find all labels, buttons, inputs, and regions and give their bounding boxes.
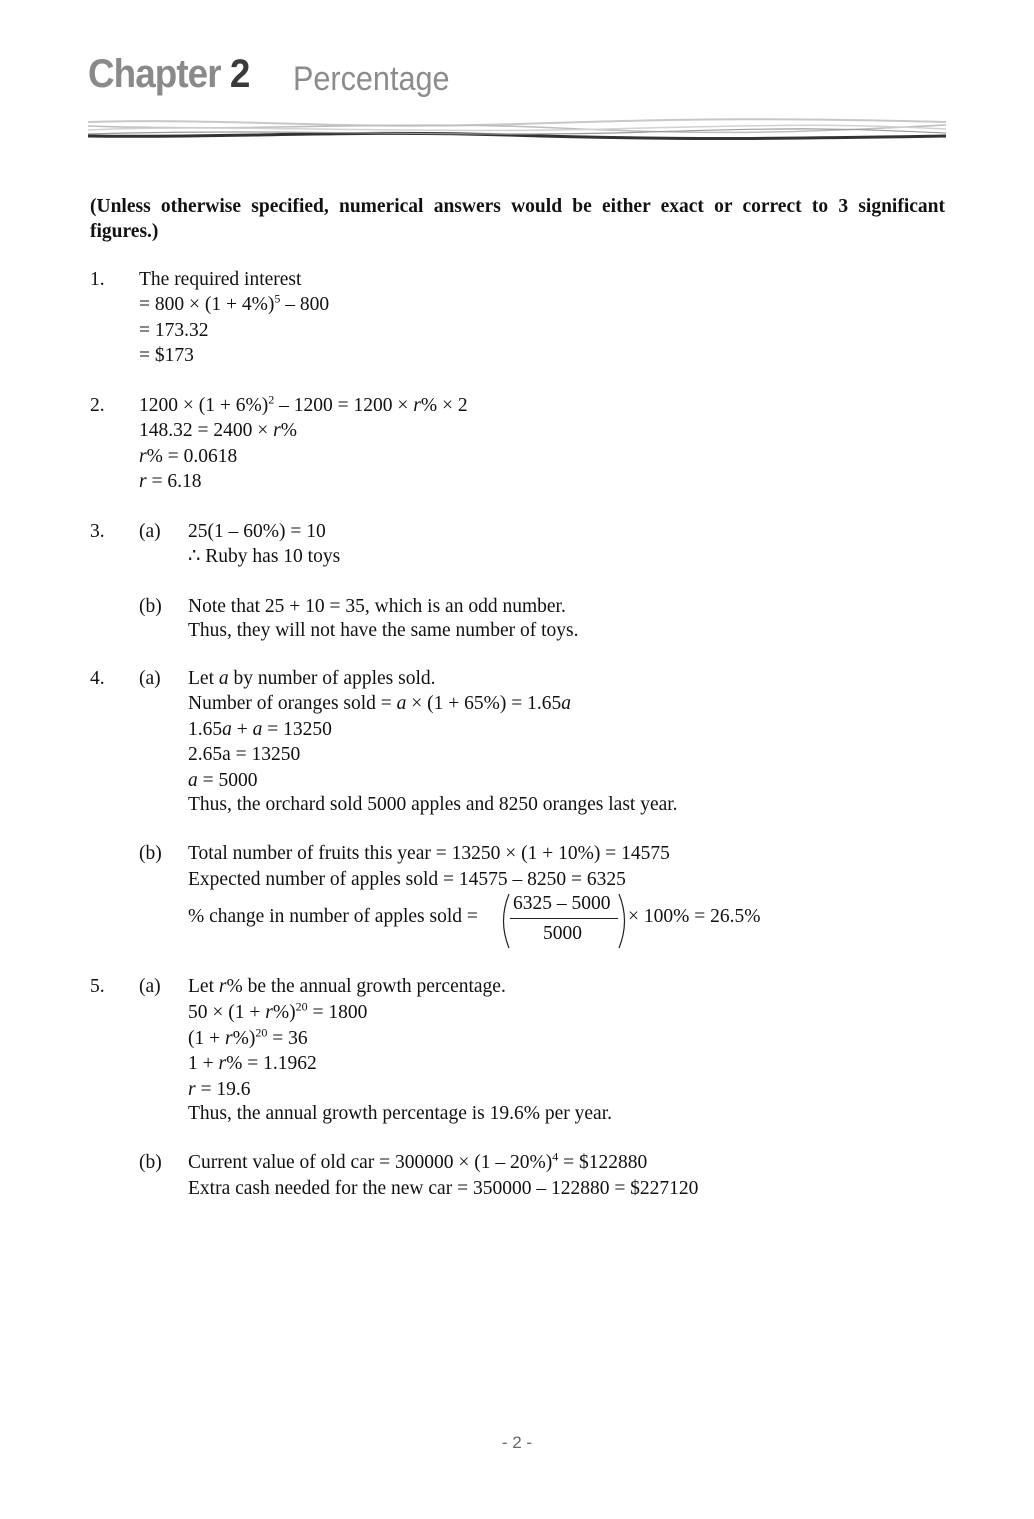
q5a-l2-text-mid: %) bbox=[272, 1002, 296, 1023]
q4a-line-4: 2.65a = 13250 bbox=[188, 744, 301, 765]
q4a-l2-var: a bbox=[396, 693, 407, 714]
question-5-number: 5. bbox=[90, 976, 105, 997]
q2-l2-text-end: % bbox=[280, 420, 297, 441]
q5a-l4-var: r bbox=[218, 1053, 227, 1074]
q1-l2-exponent: 5 bbox=[274, 291, 281, 306]
q2-l2-text: 148.32 = 2400 × bbox=[139, 420, 274, 441]
chapter-number: 2 bbox=[229, 52, 250, 96]
q2-l1-var: r bbox=[413, 395, 421, 416]
q1-l2-text: = 800 × (1 + 4%) bbox=[139, 294, 275, 315]
q5a-line-2 bbox=[188, 1000, 367, 1025]
q2-line-2 bbox=[139, 418, 297, 443]
q4a-line-1 bbox=[188, 666, 436, 691]
q5a-line-1 bbox=[188, 974, 506, 999]
q4a-l1-var: a bbox=[218, 668, 229, 689]
fraction-bar bbox=[510, 918, 618, 919]
q4a-l3-text: 1.65 bbox=[188, 719, 223, 740]
q5a-line-5 bbox=[188, 1077, 250, 1102]
fraction-denominator: 5000 bbox=[543, 923, 582, 944]
question-2-number: 2. bbox=[90, 395, 105, 416]
q4a-l3-var: a bbox=[222, 719, 232, 740]
q3a-line-1: 25(1 – 60%) = 10 bbox=[188, 521, 326, 542]
q1-line-1: The required interest bbox=[139, 269, 302, 290]
fraction-numerator: 6325 – 5000 bbox=[513, 893, 611, 914]
q5a-l5-var: r bbox=[188, 1079, 196, 1100]
q4b-fraction-rhs: × 100% = 26.5% bbox=[628, 906, 761, 927]
q4a-l2-var-2: a bbox=[561, 693, 572, 714]
q5a-l2-text: 50 × (1 + bbox=[188, 1002, 266, 1023]
q5b-line-2: Extra cash needed for the new car = 350000 – 122880 = $227120 bbox=[188, 1178, 699, 1199]
q2-l3-var: r bbox=[139, 446, 147, 467]
q5a-l4-text: 1 + bbox=[188, 1053, 219, 1074]
chapter-title: Percentage bbox=[293, 60, 450, 98]
q4a-l3-text-mid: + bbox=[231, 719, 253, 740]
q4a-l2-text-mid: × (1 + 65%) = 1.65 bbox=[406, 693, 562, 714]
q5a-label: (a) bbox=[139, 976, 161, 997]
question-1-number: 1. bbox=[90, 269, 105, 290]
q5b-line-1 bbox=[188, 1150, 647, 1175]
q4a-l5-text: = 5000 bbox=[197, 770, 258, 791]
q2-l1-exponent: 2 bbox=[268, 392, 275, 407]
q2-line-4 bbox=[139, 469, 201, 494]
q2-l2-var: r bbox=[273, 420, 281, 441]
q2-l1-text: 1200 × (1 + 6%) bbox=[139, 395, 269, 416]
q5a-l1-text-end: % be the annual growth percentage. bbox=[226, 976, 506, 997]
q2-l4-var: r bbox=[139, 471, 147, 492]
q4a-l1-text-end: by number of apples sold. bbox=[228, 668, 436, 689]
page-number: - 2 - bbox=[501, 1433, 533, 1452]
q1-line-2 bbox=[139, 292, 329, 317]
q4a-l1-text: Let bbox=[188, 668, 219, 689]
q5a-l4-text-end: % = 1.1962 bbox=[226, 1053, 317, 1074]
q5a-l2-exponent: 20 bbox=[295, 999, 308, 1014]
instruction-note: (Unless otherwise specified, numerical answers would be either exact or correct to 3 significant figures.) bbox=[90, 196, 945, 242]
q5b-l1-text: Current value of old car = 300000 × (1 – 20%) bbox=[188, 1152, 553, 1173]
q2-l3-text: % = 0.0618 bbox=[146, 446, 238, 467]
q3a-line-2: ∴ Ruby has 10 toys bbox=[188, 546, 341, 567]
chapter-word: Chapter bbox=[88, 52, 221, 96]
q4a-l5-var: a bbox=[188, 770, 198, 791]
q3b-line-2: Thus, they will not have the same number of toys. bbox=[188, 620, 579, 641]
q4a-label: (a) bbox=[139, 668, 161, 689]
q5a-l2-var: r bbox=[265, 1002, 273, 1023]
q5a-line-6: Thus, the annual growth percentage is 19.6% per year. bbox=[188, 1103, 612, 1124]
q5a-l3-var: r bbox=[225, 1028, 233, 1049]
q5a-line-4 bbox=[188, 1051, 317, 1076]
q1-l2-text-end: – 800 bbox=[280, 294, 330, 315]
q5a-l3-text: (1 + bbox=[188, 1028, 225, 1049]
question-3-number: 3. bbox=[90, 521, 105, 542]
q1-line-3: = 173.32 bbox=[139, 320, 209, 341]
q3b-label: (b) bbox=[139, 596, 162, 617]
q5a-l1-var: r bbox=[218, 976, 227, 997]
q2-l1-text-mid: – 1200 = 1200 × bbox=[274, 395, 414, 416]
q4a-line-2 bbox=[188, 691, 571, 716]
q5a-l3-exponent: 20 bbox=[255, 1025, 268, 1040]
q4a-l3-text-end: = 13250 bbox=[262, 719, 332, 740]
q2-l4-text: = 6.18 bbox=[146, 471, 202, 492]
q5a-l3-text-end: = 36 bbox=[267, 1028, 308, 1049]
q4b-line-2: Expected number of apples sold = 14575 – 8250 = 6325 bbox=[188, 869, 626, 890]
q2-line-1 bbox=[139, 393, 468, 418]
q1-line-4: = $173 bbox=[139, 345, 194, 366]
chapter-header bbox=[88, 52, 450, 98]
q4b-fraction-lhs: % change in number of apples sold = bbox=[188, 906, 478, 927]
q4b-line-1: Total number of fruits this year = 13250 × (1 + 10%) = 14575 bbox=[188, 843, 670, 864]
q4b-label: (b) bbox=[139, 843, 162, 864]
q2-l1-text-end: % × 2 bbox=[420, 395, 468, 416]
q4a-l2-text: Number of oranges sold = bbox=[188, 693, 397, 714]
q4a-line-6: Thus, the orchard sold 5000 apples and 8250 oranges last year. bbox=[188, 794, 678, 815]
q5b-label: (b) bbox=[139, 1152, 162, 1173]
q5a-line-3 bbox=[188, 1026, 308, 1051]
q4a-line-5 bbox=[188, 768, 258, 793]
q3b-line-1: Note that 25 + 10 = 35, which is an odd number. bbox=[188, 596, 566, 617]
q5a-l5-text: = 19.6 bbox=[195, 1079, 251, 1100]
q4a-line-3 bbox=[188, 717, 332, 742]
chapter-label bbox=[88, 52, 249, 97]
q5b-l1-exponent: 4 bbox=[552, 1149, 559, 1164]
q5a-l2-text-end: = 1800 bbox=[307, 1002, 368, 1023]
q5a-l3-text-mid: %) bbox=[232, 1028, 256, 1049]
q5b-l1-text-end: = $122880 bbox=[558, 1152, 648, 1173]
q5a-l1-text: Let bbox=[188, 976, 219, 997]
q2-line-3 bbox=[139, 444, 237, 469]
question-4-number: 4. bbox=[90, 668, 105, 689]
decorative-wave-rule bbox=[88, 116, 946, 142]
q4a-l3-var-2: a bbox=[252, 719, 263, 740]
q3a-label: (a) bbox=[139, 521, 161, 542]
